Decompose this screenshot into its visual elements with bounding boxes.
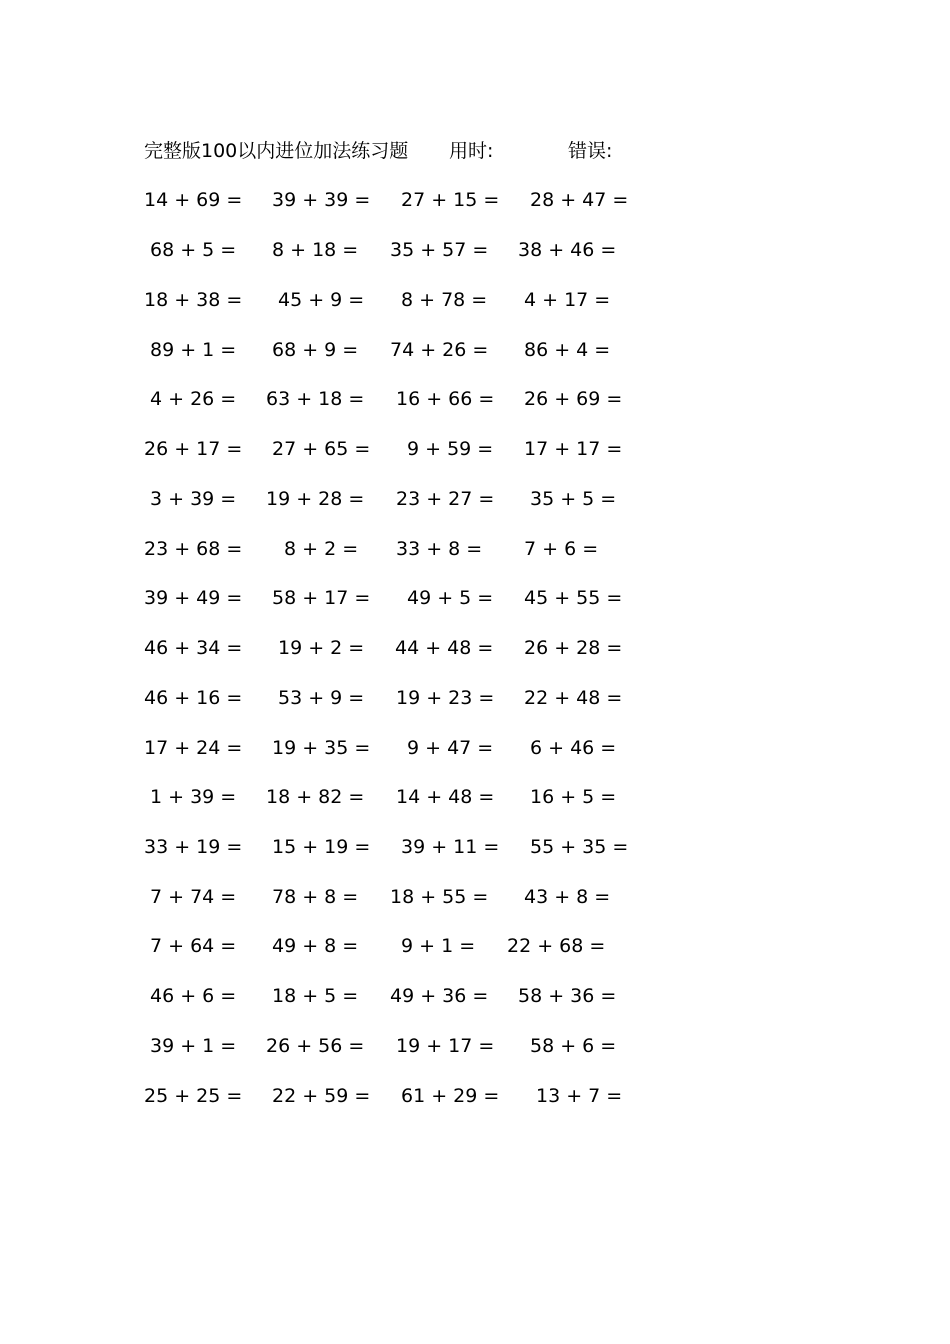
addition-problem: 28 + 47 = — [530, 189, 629, 211]
addition-problem: 68 + 5 = — [150, 239, 237, 261]
addition-problem: 27 + 65 = — [272, 438, 371, 460]
problem-row — [0, 583, 950, 613]
problem-row — [0, 981, 950, 1011]
addition-problem: 7 + 64 = — [150, 935, 237, 957]
addition-problem: 25 + 25 = — [144, 1085, 243, 1107]
addition-problem: 49 + 8 = — [272, 935, 359, 957]
addition-problem: 16 + 5 = — [530, 786, 617, 808]
addition-problem: 19 + 28 = — [266, 488, 365, 510]
addition-problem: 44 + 48 = — [395, 637, 494, 659]
addition-problem: 27 + 15 = — [401, 189, 500, 211]
problem-row — [0, 185, 950, 215]
addition-problem: 45 + 55 = — [524, 587, 623, 609]
addition-problem: 8 + 18 = — [272, 239, 359, 261]
addition-problem: 7 + 74 = — [150, 886, 237, 908]
addition-problem: 3 + 39 = — [150, 488, 237, 510]
problem-row — [0, 1081, 950, 1111]
addition-problem: 35 + 57 = — [390, 239, 489, 261]
addition-problem: 68 + 9 = — [272, 339, 359, 361]
addition-problem: 17 + 17 = — [524, 438, 623, 460]
addition-problem: 26 + 28 = — [524, 637, 623, 659]
addition-problem: 9 + 59 = — [407, 438, 494, 460]
problem-row — [0, 832, 950, 862]
addition-problem: 17 + 24 = — [144, 737, 243, 759]
addition-problem: 16 + 66 = — [396, 388, 495, 410]
addition-problem: 18 + 5 = — [272, 985, 359, 1007]
time-used-label: 用时: — [449, 140, 494, 162]
addition-problem: 9 + 47 = — [407, 737, 494, 759]
problem-row — [0, 235, 950, 265]
addition-problem: 26 + 56 = — [266, 1035, 365, 1057]
addition-problem: 58 + 36 = — [518, 985, 617, 1007]
problem-row — [0, 1031, 950, 1061]
addition-problem: 19 + 17 = — [396, 1035, 495, 1057]
addition-problem: 49 + 36 = — [390, 985, 489, 1007]
addition-problem: 55 + 35 = — [530, 836, 629, 858]
addition-problem: 26 + 69 = — [524, 388, 623, 410]
problem-row — [0, 683, 950, 713]
addition-problem: 7 + 6 = — [524, 538, 599, 560]
addition-problem: 33 + 19 = — [144, 836, 243, 858]
addition-problem: 22 + 59 = — [272, 1085, 371, 1107]
problem-row — [0, 434, 950, 464]
addition-problem: 14 + 69 = — [144, 189, 243, 211]
addition-problem: 39 + 11 = — [401, 836, 500, 858]
addition-problem: 39 + 49 = — [144, 587, 243, 609]
addition-problem: 35 + 5 = — [530, 488, 617, 510]
addition-problem: 86 + 4 = — [524, 339, 611, 361]
addition-problem: 23 + 68 = — [144, 538, 243, 560]
addition-problem: 78 + 8 = — [272, 886, 359, 908]
addition-problem: 58 + 17 = — [272, 587, 371, 609]
addition-problem: 13 + 7 = — [536, 1085, 623, 1107]
addition-problem: 39 + 39 = — [272, 189, 371, 211]
addition-problem: 15 + 19 = — [272, 836, 371, 858]
addition-problem: 61 + 29 = — [401, 1085, 500, 1107]
addition-problem: 38 + 46 = — [518, 239, 617, 261]
addition-problem: 18 + 38 = — [144, 289, 243, 311]
addition-problem: 53 + 9 = — [278, 687, 365, 709]
problem-row — [0, 534, 950, 564]
addition-problem: 63 + 18 = — [266, 388, 365, 410]
problem-row — [0, 285, 950, 315]
addition-problem: 89 + 1 = — [150, 339, 237, 361]
problem-row — [0, 733, 950, 763]
addition-problem: 19 + 23 = — [396, 687, 495, 709]
addition-problem: 14 + 48 = — [396, 786, 495, 808]
addition-problem: 22 + 68 = — [507, 935, 606, 957]
problem-row — [0, 931, 950, 961]
addition-problem: 18 + 55 = — [390, 886, 489, 908]
addition-problem: 74 + 26 = — [390, 339, 489, 361]
problem-row — [0, 484, 950, 514]
problem-row — [0, 633, 950, 663]
worksheet-title: 完整版100以内进位加法练习题 — [144, 140, 409, 162]
addition-problem: 8 + 2 = — [284, 538, 359, 560]
addition-problem: 58 + 6 = — [530, 1035, 617, 1057]
addition-problem: 1 + 39 = — [150, 786, 237, 808]
addition-problem: 39 + 1 = — [150, 1035, 237, 1057]
addition-problem: 46 + 34 = — [144, 637, 243, 659]
addition-problem: 19 + 35 = — [272, 737, 371, 759]
addition-problem: 8 + 78 = — [401, 289, 488, 311]
addition-problem: 4 + 17 = — [524, 289, 611, 311]
addition-problem: 33 + 8 = — [396, 538, 483, 560]
addition-problem: 9 + 1 = — [401, 935, 476, 957]
addition-problem: 26 + 17 = — [144, 438, 243, 460]
worksheet-header — [0, 137, 950, 165]
addition-problem: 18 + 82 = — [266, 786, 365, 808]
addition-problem: 23 + 27 = — [396, 488, 495, 510]
addition-problem: 6 + 46 = — [530, 737, 617, 759]
addition-problem: 43 + 8 = — [524, 886, 611, 908]
addition-problem: 22 + 48 = — [524, 687, 623, 709]
problem-row — [0, 384, 950, 414]
addition-problem: 49 + 5 = — [407, 587, 494, 609]
problem-row — [0, 782, 950, 812]
addition-problem: 46 + 6 = — [150, 985, 237, 1007]
addition-problem: 45 + 9 = — [278, 289, 365, 311]
problem-row — [0, 882, 950, 912]
addition-problem: 4 + 26 = — [150, 388, 237, 410]
addition-problem: 46 + 16 = — [144, 687, 243, 709]
addition-problem: 19 + 2 = — [278, 637, 365, 659]
problem-row — [0, 335, 950, 365]
errors-label: 错误: — [568, 140, 613, 162]
